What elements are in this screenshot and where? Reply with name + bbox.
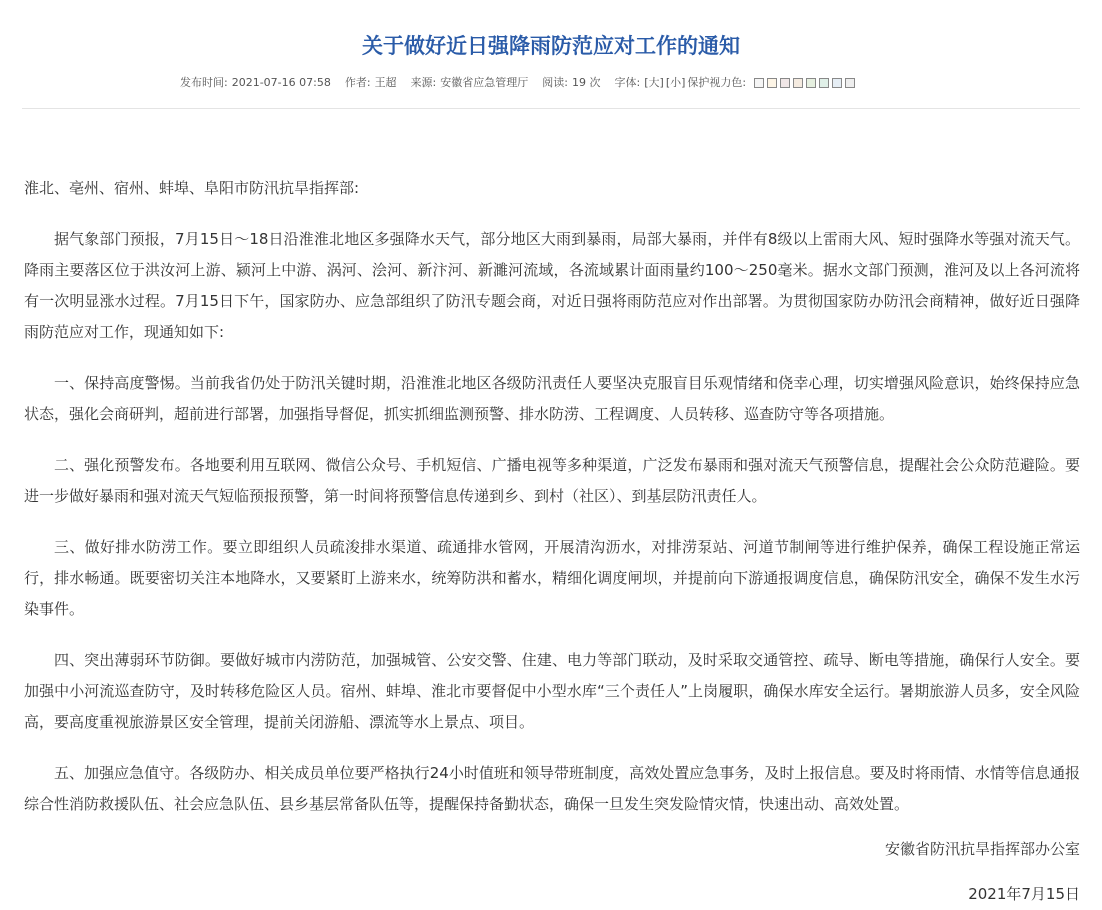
header-divider	[22, 108, 1080, 109]
eye-color-swatch-8[interactable]	[845, 78, 855, 88]
eye-color-swatch-7[interactable]	[832, 78, 842, 88]
eye-color-swatch-1[interactable]	[754, 78, 764, 88]
eye-color-swatch-3[interactable]	[780, 78, 790, 88]
eye-protection-swatches	[754, 78, 858, 88]
paragraph-item-5: 五、加强应急值守。各级防办、相关成员单位要严格执行24小时值班和领导带班制度，高效处置应急事务，及时上报信息。要及时将雨情、水情等信息通报综合性消防救援队伍、社会应急队伍、县乡基层常备队伍等，提醒保持备勤状态，确保一旦发生突发险情灾情，快速出动、高效处置。	[24, 764, 1080, 813]
article-body	[24, 173, 1080, 910]
author-value: 王超	[374, 76, 397, 89]
reads-label: 阅读:	[542, 76, 568, 89]
paragraph-item-1: 一、保持高度警惕。当前我省仍处于防汛关键时期，沿淮淮北地区各级防汛责任人要坚决克服盲目乐观情绪和侥幸心理，切实增强风险意识，始终保持应急状态，强化会商研判，超前进行部署，加强指导督促，抓实抓细监测预警、排水防涝、工程调度、人员转移、巡查防守等各项措施。	[24, 374, 1080, 423]
font-size-label: 字体:	[614, 76, 641, 89]
eye-color-swatch-4[interactable]	[793, 78, 803, 88]
signature: 安徽省防汛抗旱指挥部办公室	[884, 840, 1080, 858]
paragraph-intro: 据气象部门预报，7月15日～18日沿淮淮北地区多强降水天气，部分地区大雨到暴雨，局部大暴雨，并伴有8级以上雷雨大风、短时强降水等强对流天气。降雨主要落区位于洪汝河上游、颍河上中游、涡河、浍河、新汴河、新濉河流域，各流域累计面雨量约100～250毫米。据水文部门预测，淮河及以上各河流将有一次明显涨水过程。7月15日下午，国家防办、应急部组织了防汛专题会商，对近日强将雨防范应对作出部署。为贯彻国家防办防汛会商精神，做好近日强降雨防范应对工作，现通知如下:	[24, 230, 1080, 341]
publish-time-label: 发布时间:	[180, 76, 228, 89]
source-label: 来源:	[410, 76, 437, 89]
source-value: 安徽省应急管理厅	[440, 76, 529, 89]
page-title: 关于做好近日强降雨防范应对工作的通知	[362, 34, 740, 59]
article-meta	[180, 73, 858, 93]
font-large-button[interactable]: [大]	[644, 76, 664, 89]
eye-color-swatch-2[interactable]	[767, 78, 777, 88]
paragraph-item-4: 四、突出薄弱环节防御。要做好城市内涝防范，加强城管、公安交警、住建、电力等部门联动，及时采取交通管控、疏导、断电等措施，确保行人安全。要加强中小河流巡查防守，及时转移危险区人员。宿州、蚌埠、淮北市要督促中小型水库“三个责任人”上岗履职，确保水库安全运行。暑期旅游人员多，安全风险高，要高度重视旅游景区安全管理，提前关闭游船、漂流等水上景点、项目。	[24, 651, 1080, 731]
eye-color-swatch-5[interactable]	[806, 78, 816, 88]
eye-color-swatch-6[interactable]	[819, 78, 829, 88]
paragraph-item-2: 二、强化预警发布。各地要利用互联网、微信公众号、手机短信、广播电视等多种渠道，广泛发布暴雨和强对流天气预警信息，提醒社会公众防范避险。要进一步做好暴雨和强对流天气短临预报预警，第一时间将预警信息传递到乡、到村（社区）、到基层防汛责任人。	[24, 456, 1080, 505]
publish-time-value: 2021-07-16 07:58	[231, 76, 331, 89]
salutation: 淮北、亳州、宿州、蚌埠、阜阳市防汛抗旱指挥部:	[24, 179, 360, 197]
paragraph-item-3: 三、做好排水防涝工作。要立即组织人员疏浚排水渠道、疏通排水管网，开展清沟沥水，对排涝泵站、河道节制闸等进行维护保养，确保工程设施正常运行，排水畅通。既要密切关注本地降水，又要紧盯上游来水，统筹防洪和蓄水，精细化调度闸坝，并提前向下游通报调度信息，确保防汛安全，确保不发生水污染事件。	[24, 538, 1080, 618]
font-small-button[interactable]: [小]	[665, 76, 686, 89]
issue-date: 2021年7月15日	[968, 885, 1080, 903]
eye-protection-label: 保护视力色:	[687, 76, 747, 89]
author-label: 作者:	[344, 76, 371, 89]
reads-value: 19 次	[572, 76, 601, 89]
